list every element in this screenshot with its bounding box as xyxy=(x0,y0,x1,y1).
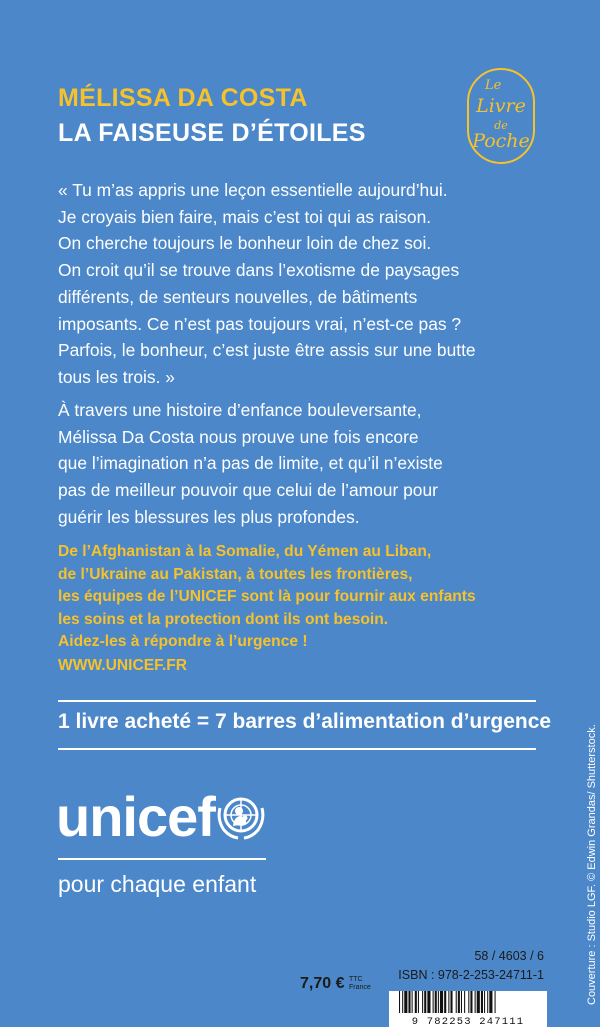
barcode-bar xyxy=(489,991,492,1013)
barcode-bar xyxy=(438,991,439,1013)
price-suffix-ttc: TTC xyxy=(349,976,363,983)
logo-line-de: de xyxy=(494,119,508,132)
barcode-bar xyxy=(475,991,476,1013)
barcode-bar xyxy=(477,991,480,1013)
barcode-bar xyxy=(464,991,465,1013)
logo-line-le: Le xyxy=(485,78,502,93)
cover-credit: Couverture : Studio LGF. © Edwin Grandas/ Shutterstock. xyxy=(586,724,598,1005)
description-line: que l’imagination n’a pas de limite, et qu’il n’existe xyxy=(58,453,443,474)
book-title: LA FAISEUSE D’ÉTOILES xyxy=(58,119,366,147)
appeal-line: les équipes de l’UNICEF sont là pour fournir aux enfants xyxy=(58,588,476,605)
description-line: guérir les blessures les plus profondes. xyxy=(58,506,360,527)
quote-line: différents, de senteurs nouvelles, de bâtiments xyxy=(58,286,418,307)
description-line: À travers une histoire d’enfance bouleversante, xyxy=(58,400,422,420)
barcode xyxy=(389,991,547,1027)
quote-line: tous les trois. » xyxy=(58,366,175,387)
barcode-bar xyxy=(468,991,469,1013)
unicef-wordmark: unicef xyxy=(56,785,215,848)
barcode-bar xyxy=(433,991,434,1013)
barcode-bar xyxy=(399,991,400,1013)
price: 7,70 € xyxy=(300,975,345,992)
description-line: pas de meilleur pouvoir que celui de l’amour pour xyxy=(58,480,438,501)
price-suffix-france: France xyxy=(349,983,371,991)
barcode-bar xyxy=(448,991,449,1013)
unicef-rule xyxy=(58,858,266,860)
barcode-digits: 9 782253 247111 xyxy=(411,1016,525,1027)
barcode-bar xyxy=(470,991,472,1013)
pledge-text: 1 livre acheté = 7 barres d’alimentation d’urgence xyxy=(58,710,552,733)
barcode-bar xyxy=(435,991,437,1013)
unicef-website: WWW.UNICEF.FR xyxy=(58,657,188,674)
logo-line-livre: Livre xyxy=(476,95,526,117)
appeal-line: de l’Ukraine au Pakistan, à toutes les frontières, xyxy=(58,565,413,583)
barcode-bar xyxy=(404,991,407,1013)
author-name: MÉLISSA DA COSTA xyxy=(58,84,308,112)
unicef-emblem-icon xyxy=(212,790,270,848)
barcode-bar xyxy=(408,991,410,1013)
barcode-bar xyxy=(495,991,496,1013)
quote-line: On cherche toujours le bonheur loin de chez soi. xyxy=(58,233,432,254)
barcode-bar xyxy=(484,991,485,1013)
barcode-bars xyxy=(399,991,496,1013)
quote-line: imposants. Ce n’est pas toujours vrai, n’est-ce pas ? xyxy=(58,313,462,334)
appeal-line: Aidez-les à répondre à l’urgence ! xyxy=(58,633,308,650)
barcode-bar xyxy=(412,991,413,1013)
quote-line: On croit qu’il se trouve dans l’exotisme de paysages xyxy=(58,260,460,281)
barcode-bar xyxy=(481,991,483,1013)
quote-line: Parfois, le bonheur, c’est juste être assis sur une butte xyxy=(58,340,476,361)
barcode-bar xyxy=(418,991,419,1013)
description-line: Mélissa Da Costa nous prouve une fois encore xyxy=(58,426,419,447)
publisher-logo xyxy=(467,68,535,164)
appeal-line: De l’Afghanistan à la Somalie, du Yémen au Liban, xyxy=(58,543,432,560)
logo-line-poche: Poche xyxy=(472,130,530,152)
appeal-line: les soins et la protection dont ils ont besoin. xyxy=(58,610,389,628)
barcode-bar xyxy=(458,991,460,1013)
barcode-bar xyxy=(424,991,426,1013)
book-reference: 58 / 4603 / 6 xyxy=(474,949,544,963)
barcode-bar xyxy=(450,991,452,1013)
book-description xyxy=(58,397,548,531)
unicef-tagline: pour chaque enfant xyxy=(58,871,257,897)
barcode-graphic xyxy=(389,991,547,1027)
barcode-bar xyxy=(402,991,403,1013)
quote-line: « Tu m’as appris une leçon essentielle aujourd’hui. xyxy=(58,180,448,200)
book-quote xyxy=(58,177,548,391)
quote-line: Je croyais bien faire, mais c’est toi qui as raison. xyxy=(58,206,432,227)
barcode-bar xyxy=(422,991,423,1013)
price-suffix xyxy=(349,976,371,991)
pledge-top-rule xyxy=(58,700,536,702)
barcode-bar xyxy=(415,991,417,1013)
barcode-bar xyxy=(427,991,430,1013)
isbn-number: ISBN : 978-2-253-24711-1 xyxy=(398,968,544,982)
barcode-bar xyxy=(440,991,443,1013)
barcode-bar xyxy=(456,991,457,1013)
unicef-appeal xyxy=(58,541,548,654)
pledge-bottom-rule xyxy=(58,748,536,750)
barcode-bar xyxy=(444,991,446,1013)
barcode-bar xyxy=(487,991,488,1013)
barcode-bar xyxy=(461,991,462,1013)
